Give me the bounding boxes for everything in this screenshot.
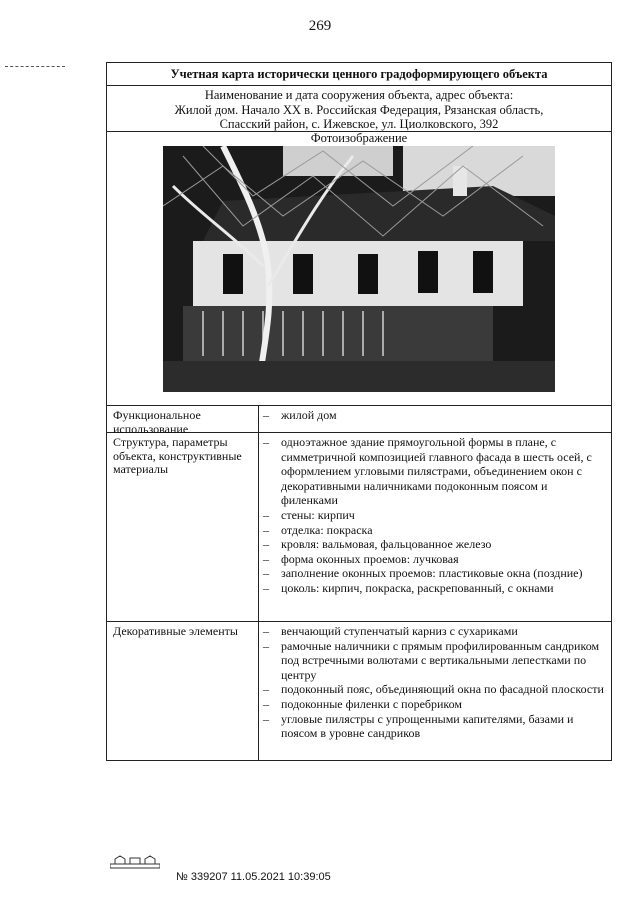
list-item: – форма оконных проемов: лучковая	[263, 551, 459, 566]
list-item: – одноэтажное здание прямоугольной формы в плане, с симметричной композицией главного фасада в шесть осей, с оформлением угловыми пилястрами, объединением окон с декоративными наличниками подоконным поясом и филенками	[263, 435, 592, 508]
row-values-structure	[259, 433, 611, 622]
margin-mark	[5, 66, 65, 67]
registration-stamp	[176, 871, 331, 883]
list-item: – заполнение оконных проемов: пластиковые окна (поздние)	[263, 566, 583, 581]
list-item: – кровля: вальмовая, фальцованное железо	[263, 537, 492, 552]
photo-section	[107, 132, 611, 406]
list-item: – рамочные наличники с прямым профилированным сандриком под встречными волютами с вертикальными лепестками по центру	[263, 638, 600, 682]
name-line-1: Наименование и дата сооружения объекта, адрес объекта:	[204, 88, 514, 102]
list-item: – цоколь: кирпич, покраска, раскрепованный, с окнами	[263, 580, 554, 595]
name-line-3: Спасский район, с. Ижевское, ул. Циолковского, 392	[219, 117, 499, 131]
row-label-structure: Структура, параметры объекта, конструктивные материалы	[107, 433, 259, 622]
list-item: – угловые пилястры с упрощенными капителями, базами и поясом в уровне сандриков	[263, 711, 574, 741]
registry-logo-icon	[110, 855, 160, 869]
attributes-table	[107, 406, 611, 760]
page-number: 269	[308, 18, 332, 34]
photo-label: Фотоизображение	[310, 131, 408, 145]
object-name-block	[107, 86, 611, 132]
list-item: – стены: кирпич	[263, 507, 355, 522]
card-title: Учетная карта исторически ценного градоформирующего объекта	[107, 63, 611, 86]
list-item: – жилой дом	[263, 408, 337, 422]
name-line-2: Жилой дом. Начало XX в. Российская Федерация, Рязанская область,	[174, 102, 544, 117]
row-label-function: Функциональное использование	[107, 406, 259, 433]
row-label-decor: Декоративные элементы	[107, 622, 259, 760]
registration-text: № 339207 11.05.2021 10:39:05	[176, 871, 331, 883]
row-values-function	[259, 406, 611, 433]
registration-card	[106, 62, 612, 761]
list-item: – подоконный пояс, объединяющий окна по фасадной плоскости	[263, 682, 604, 697]
row-values-decor	[259, 622, 611, 760]
list-item: – подоконные филенки с поребриком	[263, 696, 463, 711]
list-item: – отделка: покраска	[263, 522, 373, 537]
dash-marker: –	[263, 408, 269, 422]
house-photo	[163, 146, 555, 392]
list-item: – венчающий ступенчатый карниз с сухариками	[263, 624, 518, 638]
